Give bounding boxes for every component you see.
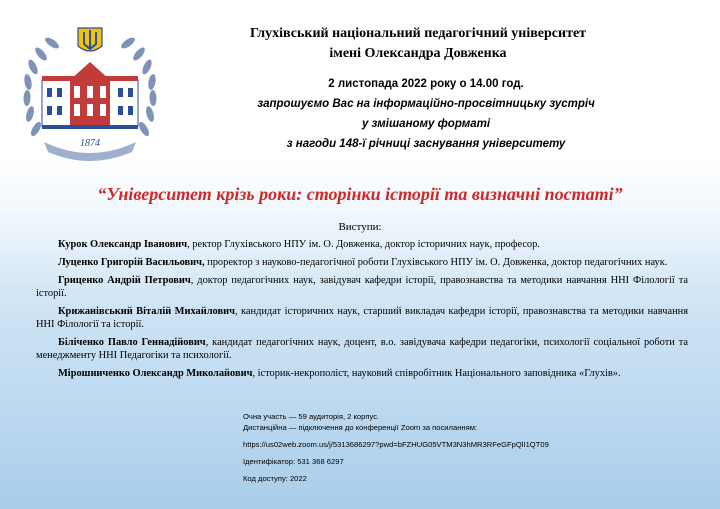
inperson-info: Очна участь — 59 аудиторія, 2 корпус. <box>243 412 380 421</box>
zoom-link[interactable]: https://us02web.zoom.us/j/5313686297?pwd=bFZHUG05VTM3N3hMR3RFeGFpQlI1QT09 <box>243 440 549 449</box>
speaker-name: Курок Олександр Іванович <box>58 239 188 250</box>
university-logo <box>14 14 166 166</box>
speaker-item <box>36 336 688 362</box>
remote-info: Дистанційна — підключення до конференції Zoom за посиланням: <box>243 423 478 432</box>
speakers-list <box>36 238 688 384</box>
speaker-description: , кандидат історичних наук, старший викладач кафедри історії, правознавства та методики навчання ННІ Філології та історії. <box>36 305 689 330</box>
speaker-name: Крижанівський Віталій Михайлович <box>58 305 235 317</box>
event-title: “Університет крізь роки: сторінки історії та визначні постаті” <box>97 184 623 204</box>
zoom-id: Ідентифікатор: 531 368 6297 <box>243 457 344 466</box>
speaker-item <box>36 256 688 269</box>
event-date: 2 листопада 2022 року о 14.00 год. <box>328 78 524 90</box>
speaker-item <box>36 238 688 251</box>
university-name <box>230 24 606 64</box>
university-name-line2: імені Олександра Довженка <box>329 46 507 61</box>
speaker-description: , історик-некрополіст, науковий співробітник Національного заповідника «Глухів». <box>252 367 621 379</box>
logo-year: 1874 <box>80 138 100 149</box>
zoom-access-code: Код доступу: 2022 <box>243 474 307 483</box>
speaker-description: , кандидат педагогічних наук, доцент, в.о. завідувача кафедри педагогіки, психології соціальної роботи та менеджменту ННІ Педагогіки та психології. <box>36 336 688 361</box>
invitation-line-3: у змішаному форматі <box>361 118 491 130</box>
speaker-item <box>36 367 688 380</box>
university-name-line1: Глухівський національний педагогічний університет <box>249 26 587 41</box>
speaker-name: Мірошниченко Олександр Миколайович <box>58 367 253 379</box>
invitation-text <box>220 74 632 154</box>
attendance-info <box>243 411 663 484</box>
invitation-line-2: запрошуємо Вас на інформаційно-просвітницьку зустріч <box>257 98 595 110</box>
speaker-item <box>36 305 688 331</box>
invitation-line-4: з нагоди 148-ї річниці заснування університету <box>286 138 566 150</box>
speaker-description: проректор з науково-педагогічної роботи Глухівського НПУ ім. О. Довженка, доктор педагогічних наук. <box>204 256 668 268</box>
speaker-description: , доктор педагогічних наук, завідувач кафедри історії, правознавства та методики навчання ННІ Філології та історії. <box>36 274 688 299</box>
speaker-item <box>36 274 688 300</box>
speaker-name: Гриценко Андрій Петрович <box>58 274 191 286</box>
speaker-name: Біліченко Павло Геннадійович <box>58 336 206 348</box>
speaker-name: Луценко Григорій Васильович, <box>58 256 205 268</box>
speakers-heading: Виступи: <box>338 221 382 233</box>
speaker-description: , ректор Глухівського НПУ ім. О. Довженка, доктор історичних наук, професор. <box>187 239 540 250</box>
